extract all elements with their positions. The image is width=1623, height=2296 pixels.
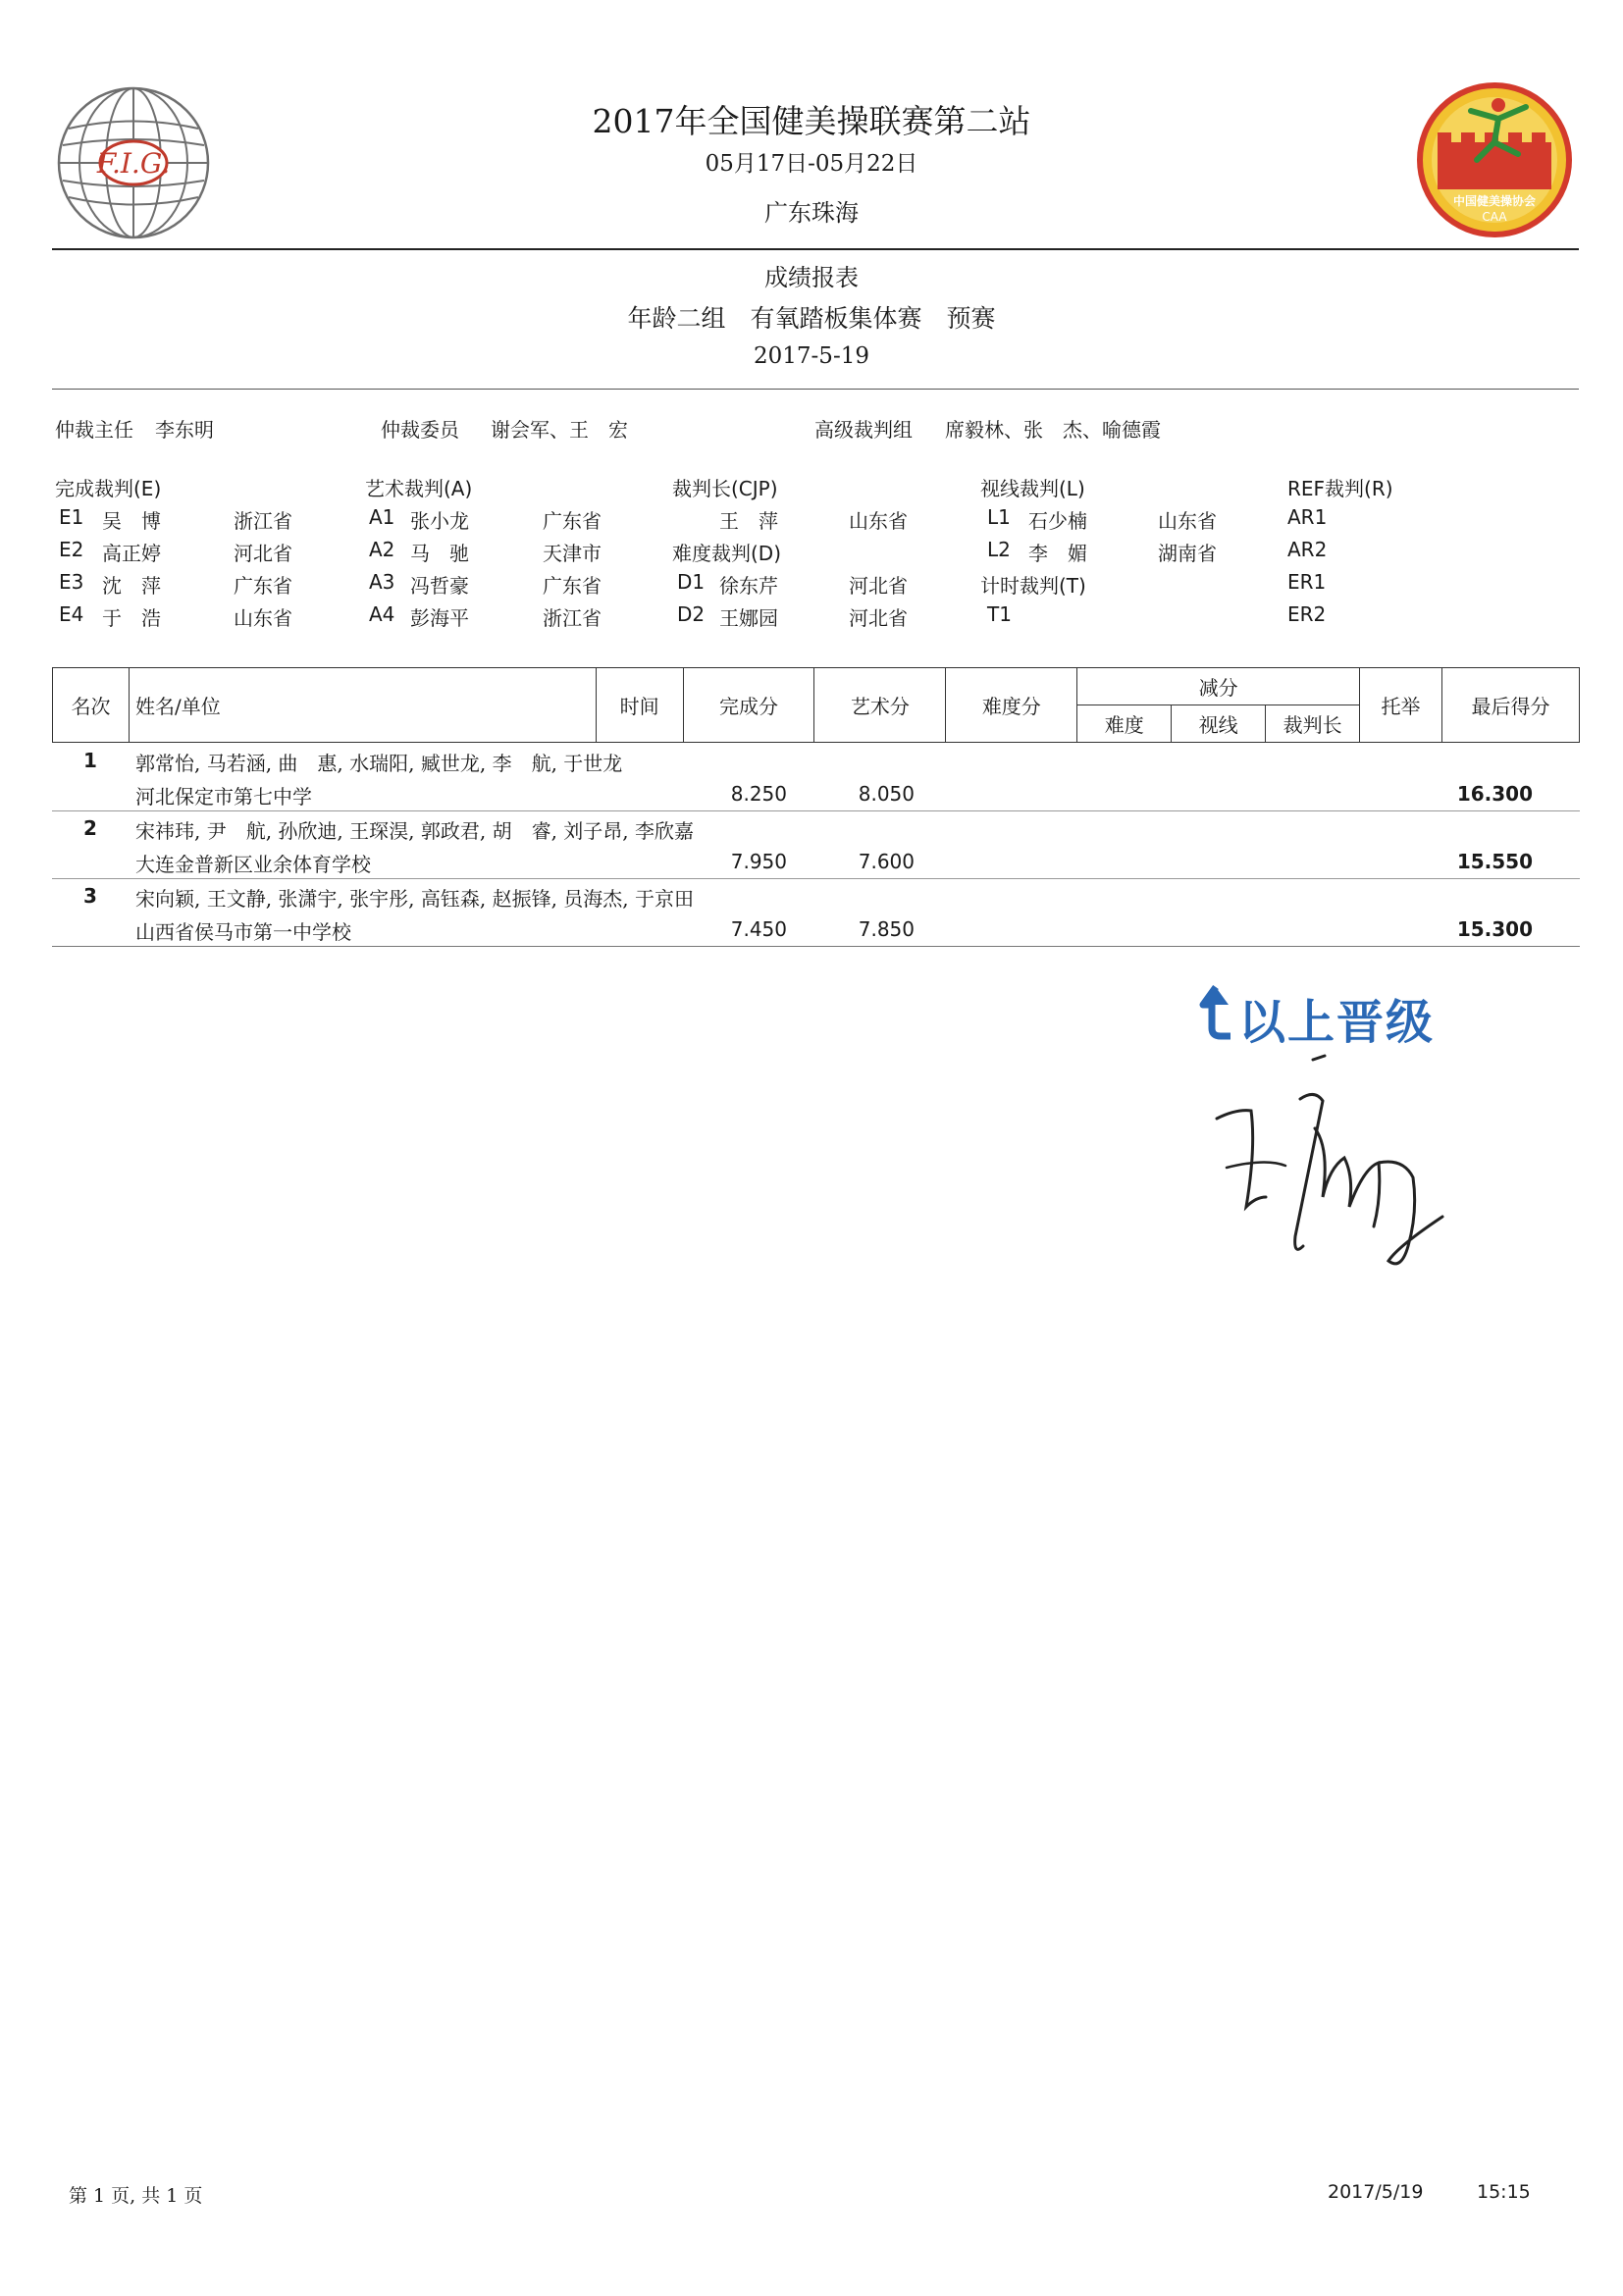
ref-code: ER2 [1287,602,1327,626]
senior-label: 高级裁判组 [814,418,913,442]
row-divider [52,878,1580,879]
report-title: 成绩报表 [764,264,859,291]
row-final: 15.550 [1456,850,1533,873]
row-unit: 大连金普新区业余体育学校 [135,853,371,876]
report-date: 2017-5-19 [754,343,869,369]
row-rank: 2 [83,816,97,840]
page-indicator: 第 1 页, 共 1 页 [69,2185,203,2207]
judge-name: 彭海平 [410,606,469,630]
print-time: 15:15 [1477,2181,1531,2203]
row-athletes: 宋祎玮, 尹 航, 孙欣迪, 王琛淏, 郭政君, 胡 睿, 刘子昂, 李欣嘉 [135,819,695,843]
row-rank: 1 [83,749,97,772]
header-divider [52,248,1579,250]
judge-code: L2 [987,538,1011,561]
report-subtitle: 年龄二组 有氧踏板集体赛 预赛 [627,304,996,333]
judge-name: 王 萍 [719,509,778,533]
a-judges-title: 艺术裁判(A) [365,477,473,500]
caa-logo-abbr: CAA [1482,210,1507,224]
row-final: 15.300 [1456,917,1533,941]
row-final: 16.300 [1456,782,1533,806]
col-final: 最后得分 [1442,668,1580,743]
advance-stamp: 以上晋级 [1238,995,1436,1050]
judge-name: 李 媚 [1028,542,1087,565]
caa-logo-text: 中国健美操协会 [1452,194,1537,208]
row-art: 7.850 [858,917,915,941]
judge-code: A3 [369,570,395,594]
col-diff: 难度分 [946,668,1077,743]
senior-names: 席毅林、张 杰、喻德霞 [945,418,1161,442]
judge-province: 山东省 [234,606,292,630]
row-art: 8.050 [858,782,915,806]
col-name: 姓名/单位 [129,668,596,743]
judge-province: 浙江省 [234,509,292,533]
row-divider [52,946,1580,947]
col-ded-cjp: 裁判长 [1266,705,1360,743]
judge-name: 吴 博 [102,509,161,533]
col-lift: 托举 [1360,668,1442,743]
cjp-title: 裁判长(CJP) [672,477,778,500]
judge-province: 天津市 [543,542,602,565]
fig-logo-text: F.I.G. [96,147,171,180]
col-deductions: 减分 [1077,668,1360,705]
judge-province: 山东省 [849,509,908,533]
judge-province: 广东省 [234,574,292,598]
judge-code: E3 [59,570,84,594]
row-divider [52,810,1580,811]
e-judges-title: 完成裁判(E) [55,477,162,500]
judge-code: A4 [369,602,395,626]
judge-province: 湖南省 [1158,542,1217,565]
report-divider [52,389,1579,390]
up-arrow-icon [1199,985,1232,1040]
judge-code: D1 [677,570,706,594]
judge-code: L1 [987,505,1011,529]
judge-name: 于 浩 [102,606,161,630]
judge-name: 沈 萍 [102,574,161,598]
judge-code: A1 [369,505,395,529]
chief-name: 李东明 [155,418,214,442]
ref-code: ER1 [1287,570,1327,594]
t-judges-title: 计时裁判(T) [980,574,1086,598]
ref-code: AR2 [1287,538,1328,561]
judge-code: E2 [59,538,84,561]
judge-name: 王娜园 [719,606,778,630]
chief-label: 仲裁主任 [55,418,133,442]
judge-name: 马 驰 [410,542,469,565]
judge-name: 石少楠 [1028,509,1087,533]
l-judges-title: 视线裁判(L) [980,477,1085,500]
signature [1207,1050,1462,1285]
row-rank: 3 [83,884,97,908]
row-athletes: 宋向颖, 王文静, 张潇宇, 张宇彤, 高钰森, 赵振锋, 员海杰, 于京田 [135,887,695,911]
row-unit: 山西省侯马市第一中学校 [135,920,351,944]
row-art: 7.600 [858,850,915,873]
judge-code: E1 [59,505,84,529]
results-table-header [52,667,1580,743]
col-ded-line: 视线 [1172,705,1266,743]
competition-venue: 广东珠海 [764,199,859,227]
d-judges-title: 难度裁判(D) [672,542,782,565]
col-exec: 完成分 [683,668,814,743]
judge-province: 浙江省 [543,606,602,630]
judge-name: 冯哲豪 [410,574,469,598]
row-exec: 7.450 [730,917,787,941]
competition-title: 2017年全国健美操联赛第二站 [592,102,1031,140]
judge-province: 河北省 [849,574,908,598]
print-date: 2017/5/19 [1328,2181,1424,2203]
judge-code: T1 [987,602,1012,626]
col-rank: 名次 [53,668,130,743]
judge-name: 徐东芹 [719,574,778,598]
row-exec: 7.950 [730,850,787,873]
judge-province: 广东省 [543,574,602,598]
judge-name: 张小龙 [410,509,469,533]
judge-province: 河北省 [234,542,292,565]
row-athletes: 郭常怡, 马若涵, 曲 惠, 水瑞阳, 臧世龙, 李 航, 于世龙 [135,752,623,775]
judge-code: E4 [59,602,84,626]
committee-label: 仲裁委员 [381,418,459,442]
ref-judges-title: REF裁判(R) [1287,477,1393,500]
judge-province: 广东省 [543,509,602,533]
competition-dates: 05月17日-05月22日 [705,151,918,177]
col-ded-diff: 难度 [1077,705,1172,743]
judge-province: 河北省 [849,606,908,630]
col-art: 艺术分 [814,668,946,743]
judge-code: D2 [677,602,706,626]
judge-name: 高正婷 [102,542,161,565]
row-exec: 8.250 [730,782,787,806]
judge-code: A2 [369,538,395,561]
committee-names: 谢会军、王 宏 [491,418,628,442]
judge-province: 山东省 [1158,509,1217,533]
row-unit: 河北保定市第七中学 [135,785,312,809]
col-time: 时间 [596,668,683,743]
ref-code: AR1 [1287,505,1328,529]
